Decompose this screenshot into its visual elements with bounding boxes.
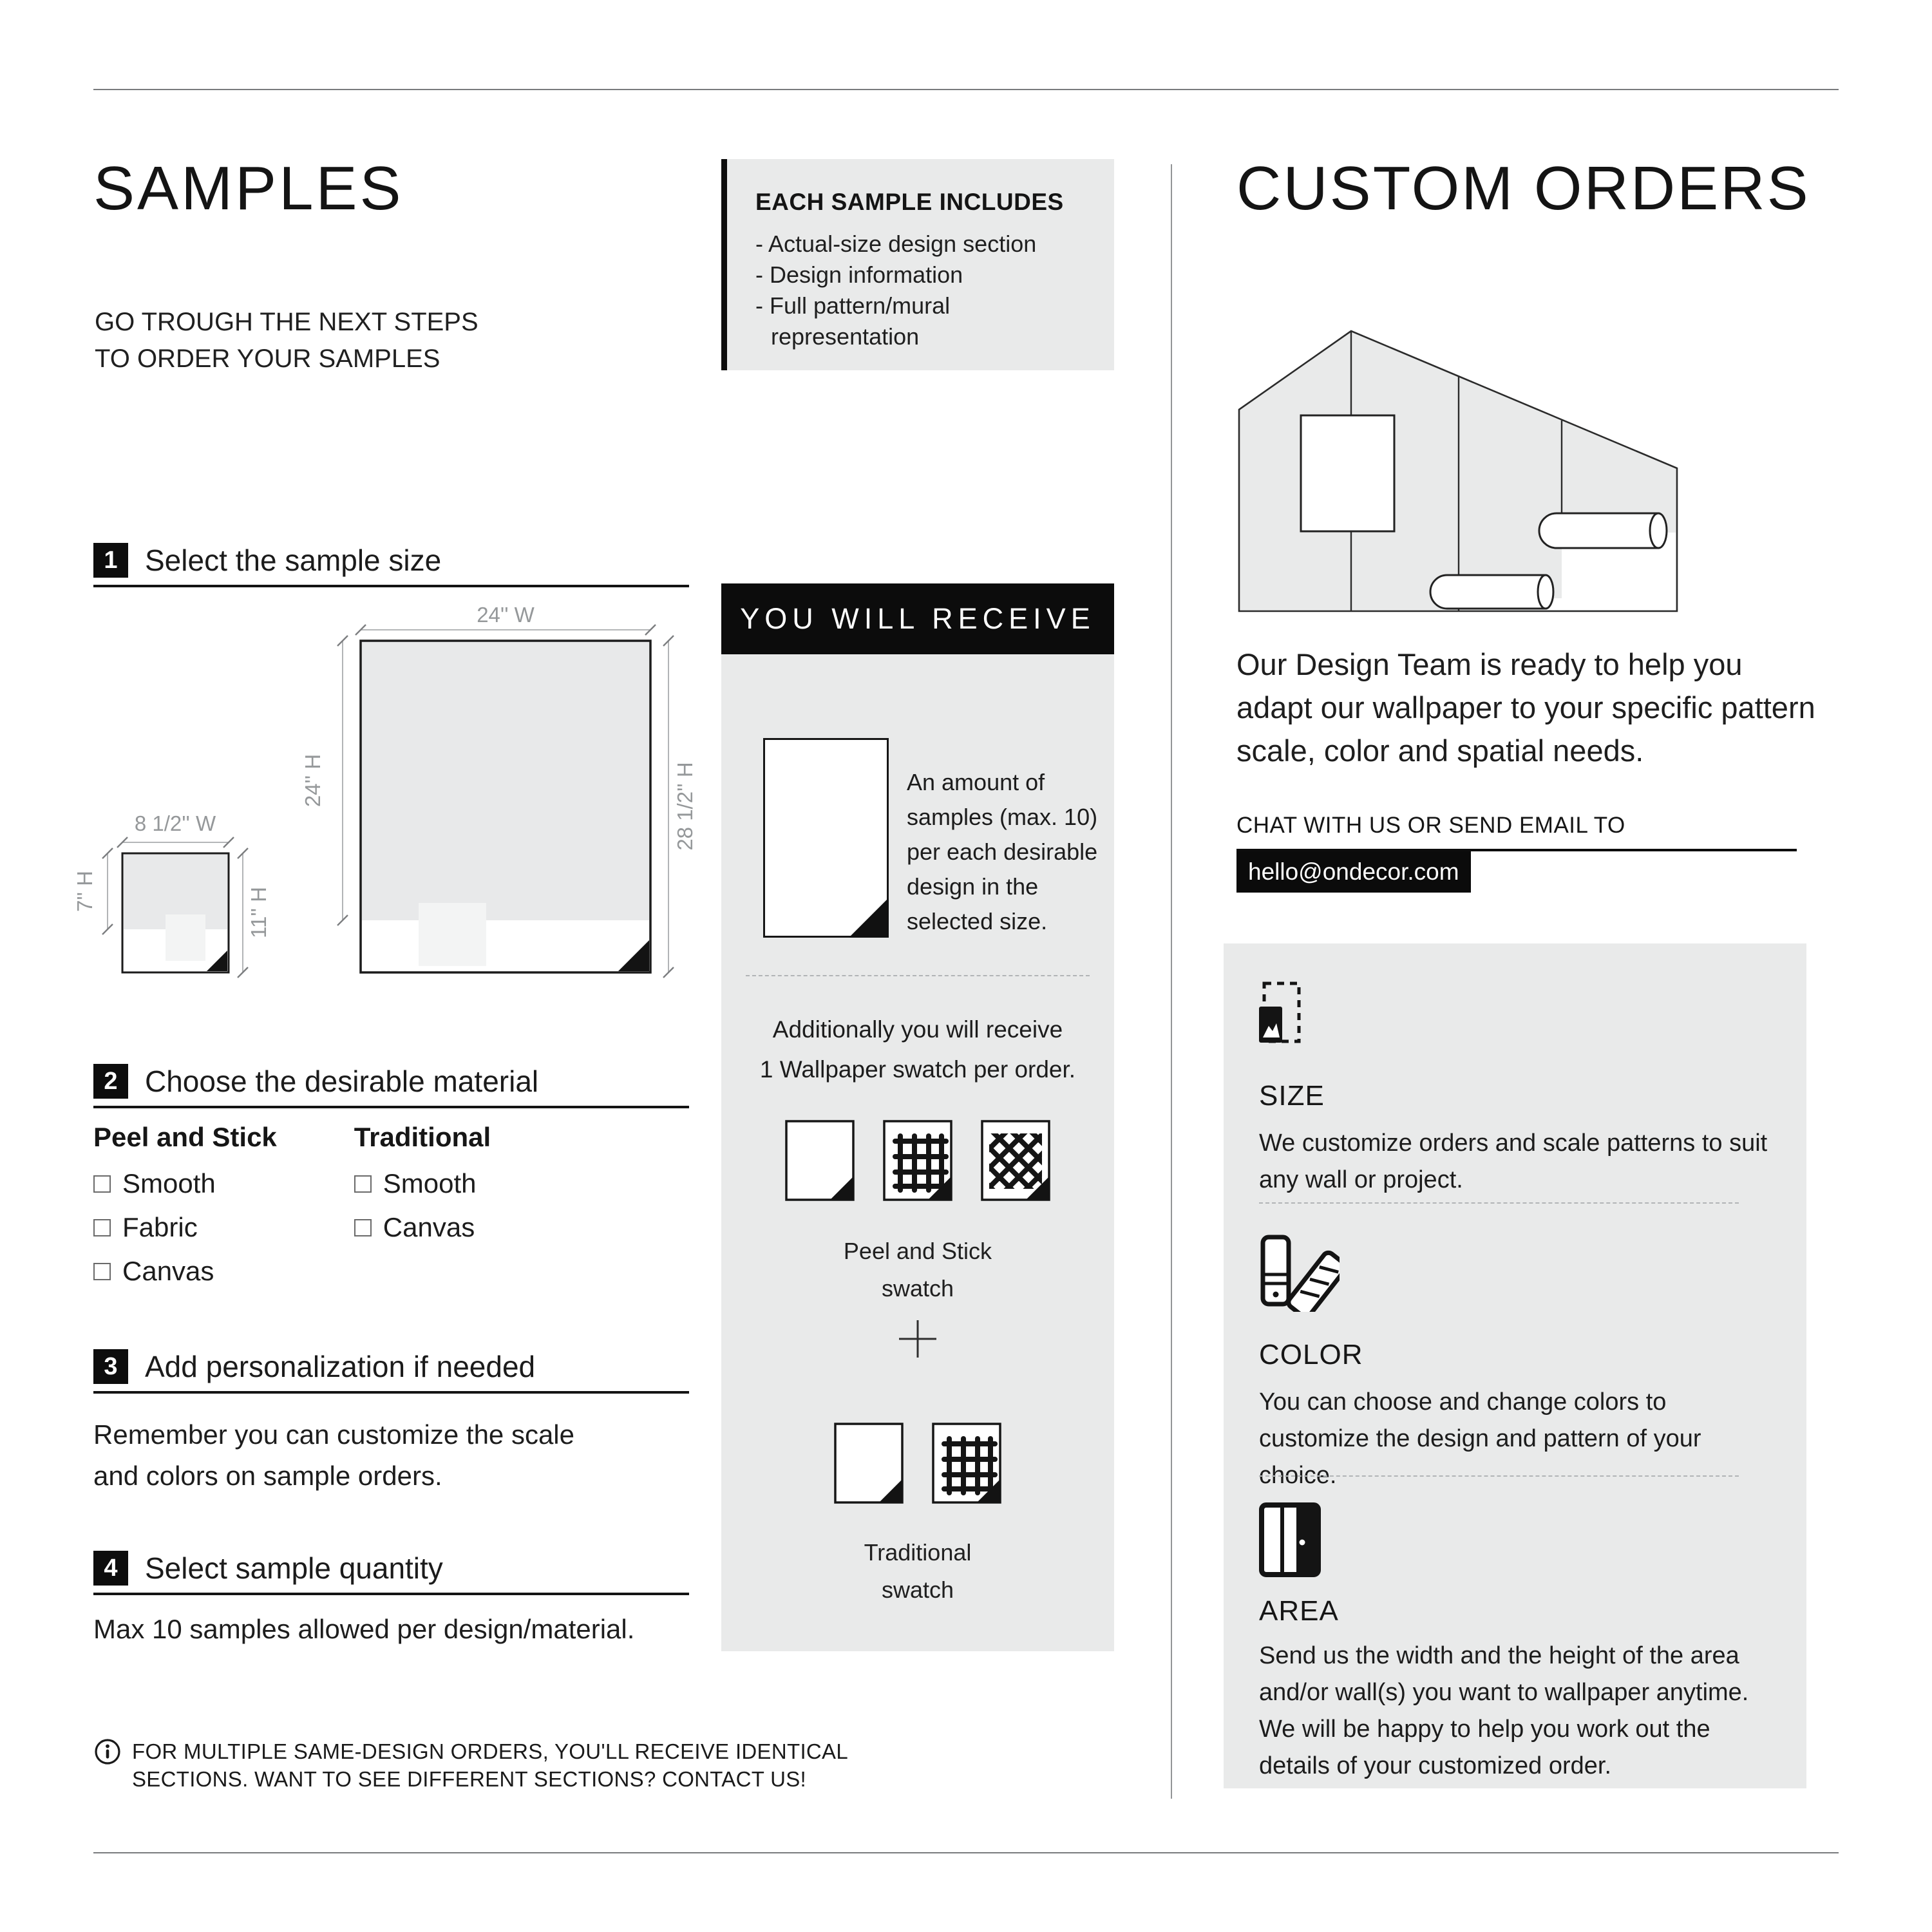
material-option-label: Smooth — [122, 1168, 216, 1198]
section-title-size: SIZE — [1259, 1080, 1325, 1112]
you-will-receive-panel — [721, 654, 1114, 1651]
material-options — [93, 1122, 491, 1300]
samples-subtitle — [95, 304, 478, 377]
traditional-swatch-row — [721, 1422, 1114, 1504]
size-icon — [1259, 981, 1302, 1045]
material-option-smooth — [93, 1168, 277, 1199]
material-option-label: Fabric — [122, 1212, 198, 1242]
dim-label-large-width: 24'' W — [477, 603, 535, 627]
footer-note-line2: SECTIONS. WANT TO SEE DIFFERENT SECTIONS? CONTACT US! — [132, 1767, 806, 1791]
step-1-title: Select the sample size — [145, 544, 442, 577]
step-3-header — [93, 1349, 535, 1384]
dim-label-large-height-left: 24'' H — [301, 753, 325, 808]
samples-subtitle-line1: GO TROUGH THE NEXT STEPS — [95, 308, 478, 336]
additional-swatch-text — [721, 1010, 1114, 1090]
peel-and-stick-swatch-row — [721, 1119, 1114, 1202]
traditional-swatch-label-line2: swatch — [881, 1577, 954, 1603]
step-3-note: Remember you can customize the scale and colors on sample orders. — [93, 1419, 574, 1491]
grid-swatch-icon — [931, 1422, 1002, 1504]
you-will-receive-label: YOU WILL RECEIVE — [740, 602, 1095, 635]
info-icon — [93, 1738, 122, 1766]
includes-list — [755, 229, 1091, 352]
material-option-smooth — [354, 1168, 491, 1199]
sample-size-diagram — [73, 603, 715, 1024]
traditional-swatch-label-line1: Traditional — [864, 1539, 972, 1566]
material-option-label: Canvas — [122, 1256, 214, 1286]
peel-swatch-label — [721, 1233, 1114, 1307]
custom-orders-panel — [1224, 943, 1806, 1788]
dim-label-large-height-right: 28 1/2'' H — [673, 762, 697, 851]
includes-item: - Full pattern/mural representation — [755, 290, 1091, 352]
dim-label-small-height-right: 11'' H — [247, 887, 270, 938]
step-3-title: Add personalization if needed — [145, 1350, 536, 1383]
checkbox-icon[interactable] — [93, 1219, 111, 1236]
wallpaper-roll-icon — [1430, 575, 1553, 609]
step-1-underline — [93, 585, 689, 587]
includes-item: - Actual-size design section — [755, 229, 1091, 260]
step-2-header — [93, 1064, 538, 1099]
small-sample-illustration — [122, 853, 229, 972]
material-option-label: Canvas — [383, 1212, 475, 1242]
receive-samples-text: An amount of samples (max. 10) per each desirable design in the selected size. — [907, 769, 1098, 934]
material-heading-peel: Peel and Stick — [93, 1122, 277, 1152]
step-1-header — [93, 543, 441, 578]
checkbox-icon[interactable] — [354, 1175, 372, 1193]
color-icon — [1259, 1235, 1340, 1312]
section-title-area: AREA — [1259, 1595, 1339, 1627]
top-rule — [93, 89, 1839, 90]
email-link[interactable]: hello@ondecor.com — [1236, 851, 1471, 893]
dim-label-small-width: 8 1/2'' W — [134, 811, 216, 835]
section-text-area: Send us the width and the height of the area and/or wall(s) you want to wallpaper anytime. We will be happy to help you work out the details of your customized order. — [1259, 1642, 1749, 1779]
you-will-receive-header — [721, 583, 1114, 654]
footer-note-line1: FOR MULTIPLE SAME-DESIGN ORDERS, YOU'LL RECEIVE IDENTICAL — [132, 1739, 849, 1763]
step-4-number-badge: 4 — [93, 1551, 128, 1586]
step-2-underline — [93, 1106, 689, 1108]
samples-subtitle-line2: TO ORDER YOUR SAMPLES — [95, 345, 440, 373]
step-4-header — [93, 1551, 443, 1586]
bottom-rule — [93, 1852, 1839, 1853]
includes-heading: EACH SAMPLE INCLUDES — [755, 189, 1064, 215]
dashed-divider — [1259, 1475, 1739, 1477]
large-sample-illustration — [361, 641, 650, 972]
wallpaper-roll-icon — [1539, 513, 1667, 548]
footer-note-text — [132, 1738, 848, 1793]
checkbox-icon[interactable] — [93, 1175, 111, 1193]
material-column-peel-and-stick — [93, 1122, 277, 1300]
each-sample-includes-box — [721, 159, 1114, 370]
plus-icon — [721, 1318, 1114, 1360]
area-icon — [1259, 1502, 1321, 1577]
grid-swatch-icon — [882, 1119, 953, 1202]
step-3-underline — [93, 1391, 689, 1394]
step-4-note: Max 10 samples allowed per design/material. — [93, 1614, 635, 1644]
peel-swatch-label-line1: Peel and Stick — [843, 1238, 992, 1264]
section-text-size: We customize orders and scale patterns to suit any wall or project. — [1259, 1130, 1768, 1193]
additional-line2: 1 Wallpaper swatch per order. — [759, 1056, 1076, 1083]
material-column-traditional — [354, 1122, 491, 1300]
house-wallpaper-illustration — [1236, 325, 1681, 615]
material-heading-traditional: Traditional — [354, 1122, 491, 1152]
step-2-number-badge: 2 — [93, 1064, 128, 1099]
traditional-swatch-label — [721, 1534, 1114, 1609]
section-text-color: You can choose and change colors to customize the design and pattern of your choice. — [1259, 1388, 1701, 1489]
blank-swatch-icon — [784, 1119, 855, 1202]
dashed-divider — [1259, 1202, 1739, 1204]
blank-swatch-icon — [833, 1422, 904, 1504]
material-option-canvas — [93, 1256, 277, 1287]
step-4-underline — [93, 1593, 689, 1595]
material-option-canvas — [354, 1212, 491, 1243]
additional-line1: Additionally you will receive — [772, 1016, 1063, 1043]
step-4-title: Select sample quantity — [145, 1551, 443, 1585]
step-3-number-badge: 3 — [93, 1349, 128, 1384]
chat-label: CHAT WITH US OR SEND EMAIL TO — [1236, 813, 1625, 838]
material-option-fabric — [93, 1212, 277, 1243]
page-title-samples: SAMPLES — [93, 154, 404, 223]
peel-swatch-label-line2: swatch — [881, 1275, 954, 1302]
dogear-icon — [849, 898, 889, 938]
step-1-number-badge: 1 — [93, 543, 128, 578]
lattice-swatch-icon — [980, 1119, 1051, 1202]
column-divider — [1171, 164, 1172, 1799]
includes-item: - Design information — [755, 260, 1091, 290]
sample-page-icon — [763, 738, 889, 938]
window-illustration — [1301, 415, 1394, 531]
section-title-color: COLOR — [1259, 1339, 1363, 1370]
checkbox-icon[interactable] — [354, 1219, 372, 1236]
checkbox-icon[interactable] — [93, 1263, 111, 1280]
footer-note — [93, 1738, 848, 1793]
dim-label-small-height-left: 7'' H — [73, 871, 97, 912]
material-option-label: Smooth — [383, 1168, 477, 1198]
custom-orders-intro: Our Design Team is ready to help you adapt our wallpaper to your specific pattern scale, color and spatial needs. — [1236, 647, 1815, 768]
dashed-divider — [746, 975, 1090, 976]
page-title-custom-orders: CUSTOM ORDERS — [1236, 154, 1810, 223]
step-2-title: Choose the desirable material — [145, 1065, 539, 1098]
